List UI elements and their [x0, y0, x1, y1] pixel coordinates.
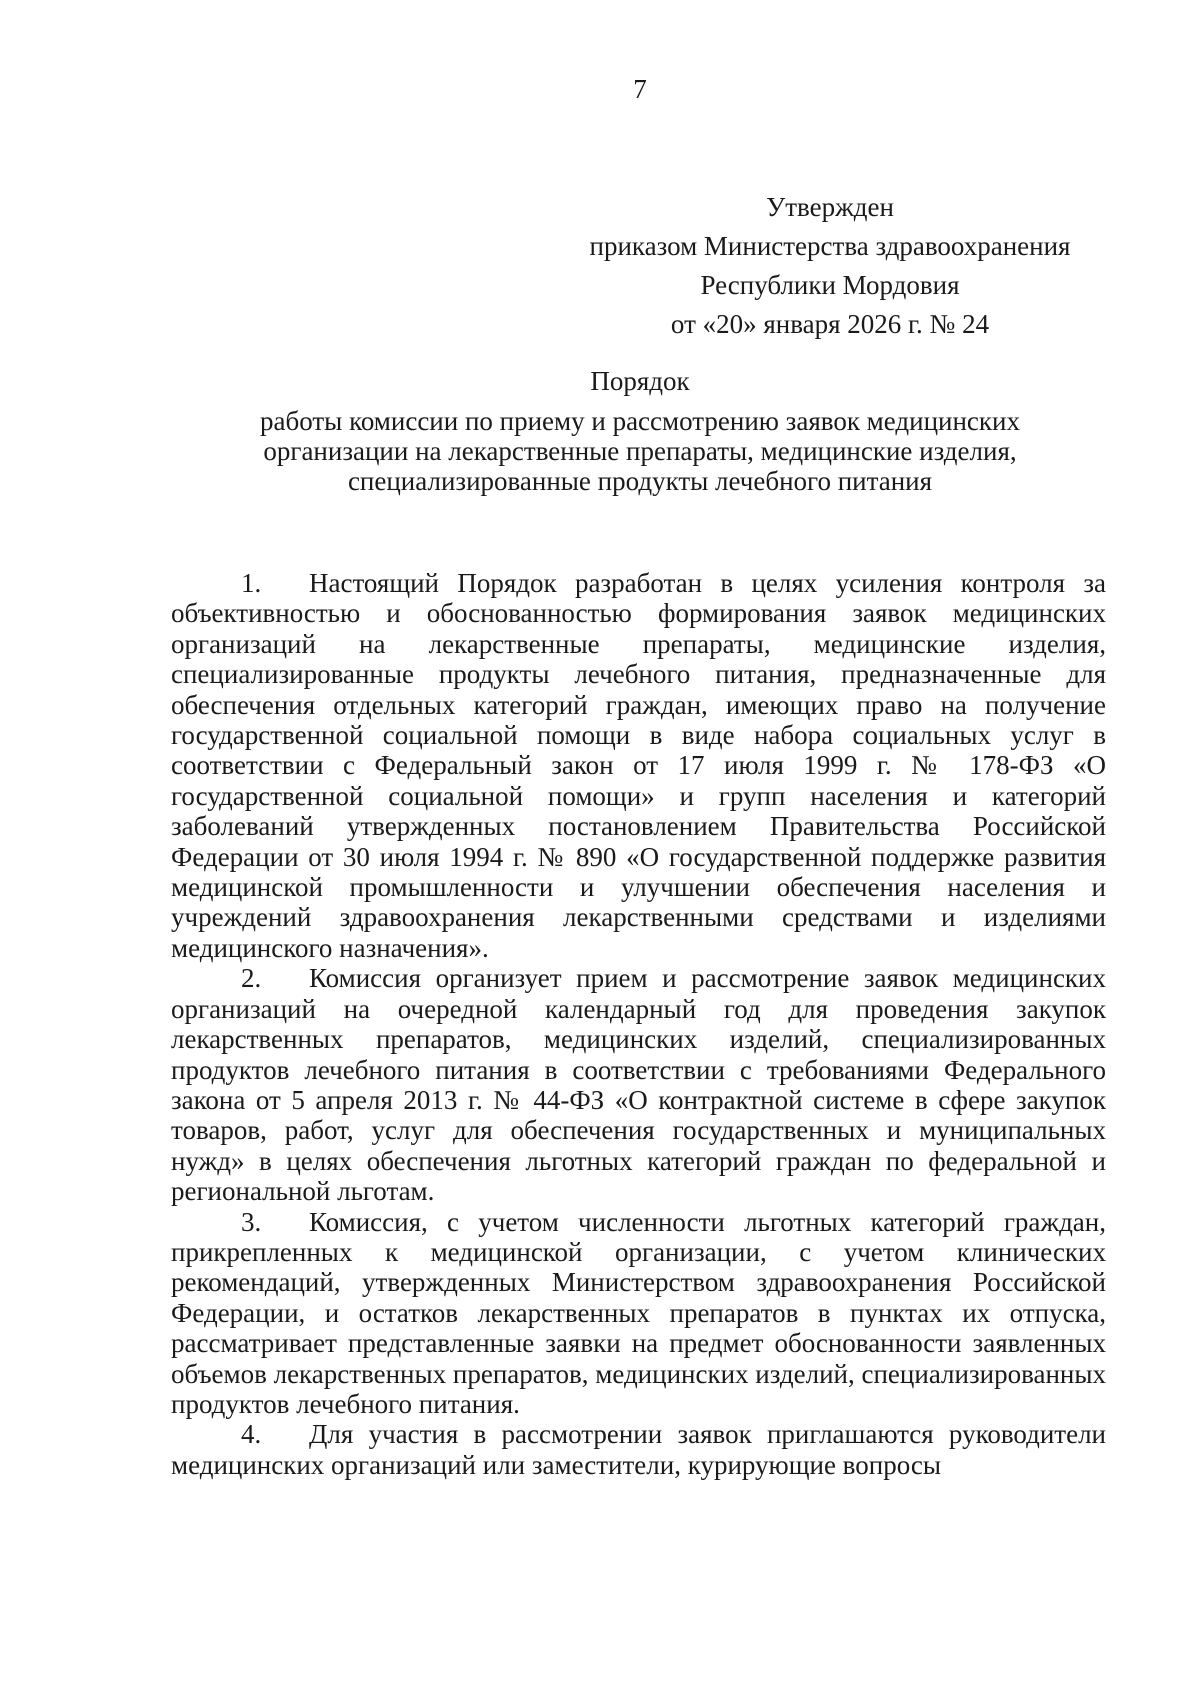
- page-number: 7: [633, 74, 647, 104]
- title-line-3: специализированные продукты лечебного питания: [347, 466, 933, 496]
- approval-line-3: Республики Мордовия: [700, 270, 960, 300]
- approval-line-4: от «20» января 2026 г. № 24: [670, 309, 990, 339]
- paragraph-3: [171, 1207, 1106, 1420]
- paragraph-number: 4.: [241, 1419, 262, 1450]
- paragraph-number: 3.: [241, 1206, 262, 1237]
- document-title: [200, 366, 1080, 496]
- document-body: [171, 568, 1106, 1480]
- paragraph-2: [171, 963, 1106, 1206]
- title-heading: Порядок: [590, 366, 690, 396]
- title-line-1: работы комиссии по приему и рассмотрению заявок медицинских: [260, 406, 1020, 436]
- paragraph-text: Комиссия, с учетом численности льготных категорий граждан, прикрепленных к медицинской организации, с учетом клинических рекомендаций, утвержденных Министерством здравоохранения Российской Федерации, и остатков лекарственных препаратов в пунктах их отпуска, рассматривает представленные заявки на предмет обоснованности заявленных объемов лекарственных препаратов, медицинских изделий, специализированных продуктов лечебного питания.: [171, 1206, 1106, 1419]
- paragraph-4: [171, 1419, 1106, 1480]
- paragraph-1: [171, 568, 1106, 963]
- title-line-2: организации на лекарственные препараты, медицинские изделия,: [263, 436, 1017, 466]
- paragraph-number: 1.: [241, 568, 262, 598]
- paragraph-number: 2.: [241, 963, 262, 994]
- paragraph-text: Для участия в рассмотрении заявок приглашаются руководители медицинских организаций или заместители, курирующие вопросы: [171, 1419, 1106, 1480]
- approval-block: [560, 188, 1100, 344]
- approval-line-2: приказом Министерства здравоохранения: [589, 231, 1071, 261]
- approval-line-1: Утвержден: [766, 192, 894, 222]
- paragraph-text: Настоящий Порядок разработан в целях усиления контроля за объективностью и обоснованностью формирования заявок медицинских организаций на лекарственные препараты, медицинские изделия, специализированные продукты лечебного питания, предназначенные для обеспечения отдельных категорий граждан, имеющих право на получение государственной социальной помощи в виде набора социальных услуг в соответствии с Федеральный закон от 17 июля 1999 г. № 178-ФЗ «О государственной социальной помощи» и групп населения и категорий заболеваний утвержденных постановлением Правительства Российской Федерации от 30 июля 1994 г. № 890 «О государственной поддержке развития медицинской промышленности и улучшении обеспечения населения и учреждений здравоохранения лекарственными средствами и изделиями медицинского назначения».: [171, 568, 1106, 963]
- paragraph-text: Комиссия организует прием и рассмотрение заявок медицинских организаций на очередной календарный год для проведения закупок лекарственных препаратов, медицинских изделий, специализированных продуктов лечебного питания в соответствии с требованиями Федерального закона от 5 апреля 2013 г. № 44-ФЗ «О контрактной системе в сфере закупок товаров, работ, услуг для обеспечения государственных и муниципальных нужд» в целях обеспечения льготных категорий граждан по федеральной и региональной льготам.: [171, 963, 1106, 1207]
